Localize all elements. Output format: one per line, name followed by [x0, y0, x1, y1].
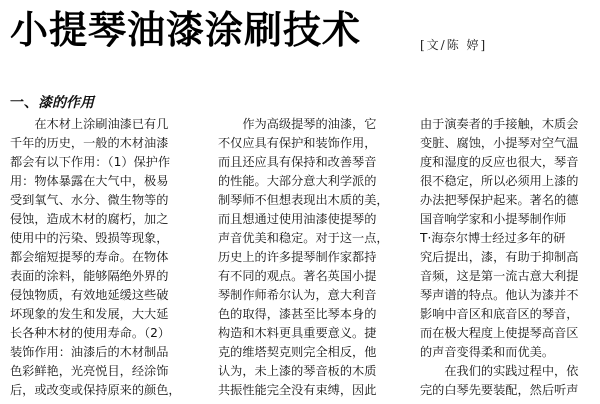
text-line: 侵蚀，造成木材的腐朽，加之: [10, 212, 169, 226]
text-column-1: [10, 115, 210, 400]
text-line: 用：物体暴露在大气中，极易: [10, 174, 169, 188]
text-line: 都会有以下作用：（1）保护作: [10, 155, 171, 169]
text-line: 认为，未上漆的琴音板的木质: [218, 364, 377, 378]
section-heading-number: 一、: [10, 95, 38, 111]
text-line: 后，或改变或保持原来的颜色，: [10, 383, 181, 397]
text-line: 而在极大程度上使提琴高音区: [420, 326, 579, 340]
text-line: 受到氧气、水分、微生物等的: [10, 193, 169, 207]
text-line: 构造和木料更具重要意义。捷: [218, 326, 377, 340]
text-line: 装饰作用：油漆后的木材制品: [10, 345, 169, 359]
article-byline: [文/陈 婷]: [420, 38, 488, 52]
text-line: 很不稳定，所以必须用上漆的: [420, 174, 579, 188]
text-line: 在我们的实践过程中，依: [420, 364, 579, 378]
text-line: 侵蚀物质，有效地延缓这些破: [10, 288, 169, 302]
article-title: 小提琴油漆涂刷技术: [10, 8, 362, 52]
text-line: 国音响学家和小提琴制作师: [420, 212, 567, 226]
text-column-2: [218, 115, 408, 400]
section-heading-text: 漆的作用: [38, 95, 94, 111]
section-heading: [10, 92, 94, 112]
text-line: 的声音变得柔和而优美。: [420, 345, 555, 359]
text-line: 而且还应具有保持和改善琴音: [218, 155, 377, 169]
text-column-3: [420, 115, 598, 400]
text-line: 历史上的许多提琴制作家都持: [218, 250, 377, 264]
text-line: 不仅应具有保护和装饰作用，: [218, 136, 377, 150]
text-line: 坏现象的发生和发展，大大延: [10, 307, 169, 321]
text-line: 色彩鲜艳，光亮悦目，经涂饰: [10, 364, 169, 378]
text-line: 度和湿度的反应也很大，琴音: [420, 155, 579, 169]
text-line: 表面的涂料，能够隔绝外界的: [10, 269, 169, 283]
text-line: 千年的历史，一般的木材油漆: [10, 136, 169, 150]
text-line: 克的维塔契克则完全相反，他: [218, 345, 377, 359]
text-line: T·海奈尔博士经过多年的研: [420, 231, 566, 245]
text-line: 由于演奏者的手接触，木质会: [420, 117, 579, 131]
text-line: 的性能。大部分意大利学派的: [218, 174, 377, 188]
text-line: 使用中的污染、毁损等现象，: [10, 231, 169, 245]
text-line: 变脏、腐蚀，小提琴对空气温: [420, 136, 579, 150]
text-line: 作为高级提琴的油漆，它: [218, 117, 377, 131]
text-line: 制琴师不但想表现出木质的美，: [218, 193, 389, 207]
text-line: 色的取得，漆甚至比琴本身的: [218, 307, 377, 321]
text-line: 完的白琴先要装配，然后听声: [420, 383, 579, 397]
text-line: 都会缩短提琴的寿命。在物体: [10, 250, 169, 264]
text-line: 在木材上涂刷油漆已有几: [10, 117, 169, 131]
text-line: 共振性能完全没有束缚，因此: [218, 383, 377, 397]
text-line: 琴声谱的特点。他认为漆并不: [420, 288, 579, 302]
text-line: 而且想通过使用油漆使提琴的: [218, 212, 377, 226]
text-line: 音频，这是第一流古意大利提: [420, 269, 579, 283]
text-line: 琴制作师希尔认为，意大利音: [218, 288, 377, 302]
text-line: 办法把琴保护起来。著名的德: [420, 193, 579, 207]
text-line: 长各种木材的使用寿命。（2）: [10, 326, 171, 340]
text-line: 究后提出，漆，有助于抑制高: [420, 250, 579, 264]
text-line: 影响中音区和底音区的琴音，: [420, 307, 579, 321]
text-line: 有不同的观点。著名英国小提: [218, 269, 377, 283]
text-line: 声音优美和稳定。对于这一点，: [218, 231, 389, 245]
